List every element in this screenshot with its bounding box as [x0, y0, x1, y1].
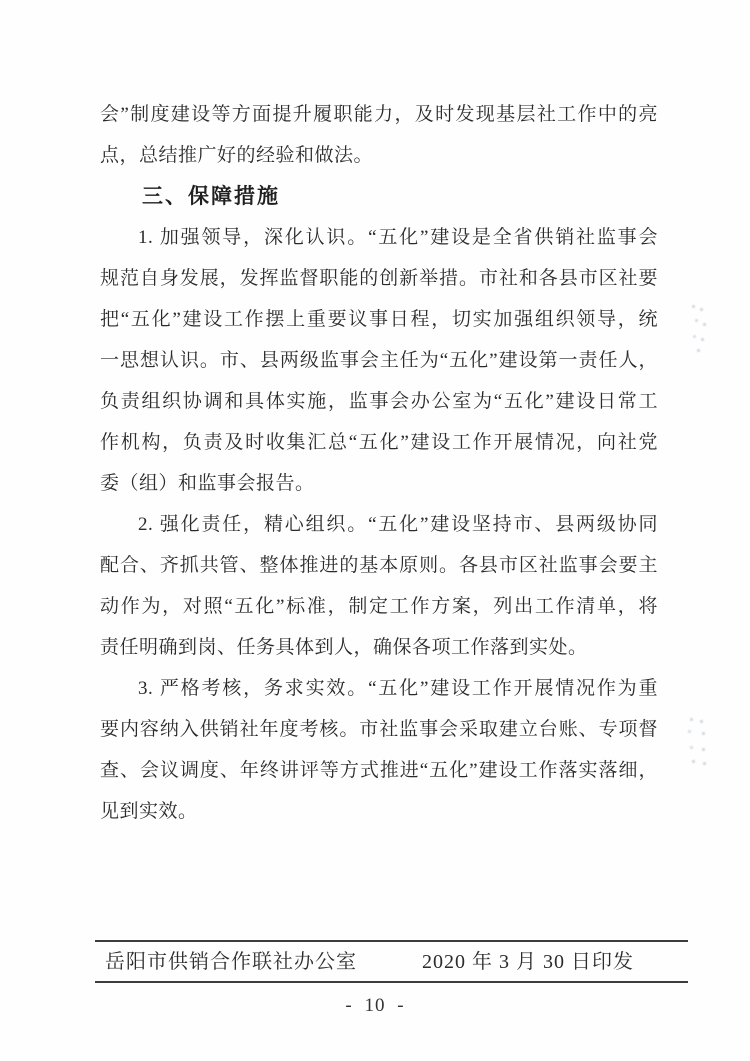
- paragraph-line: 把“五化”建设工作摆上重要议事日程，切实加强组织领导，统: [100, 309, 658, 330]
- paragraph-line: 规范自身发展，发挥监督职能的创新举措。市社和各县市区社要: [100, 268, 658, 289]
- paragraph-line: 作机构，负责及时收集汇总“五化”建设工作开展情况，向社党: [100, 432, 658, 453]
- footer-rule-bottom: [95, 981, 688, 983]
- paragraph-line: 2. 强化责任，精心组织。“五化”建设坚持市、县两级协同: [138, 514, 658, 535]
- paragraph-line: 要内容纳入供销社年度考核。市社监事会采取建立台账、专项督: [100, 719, 658, 740]
- paragraph-line: 见到实效。: [100, 801, 198, 822]
- paragraph-line: 一思想认识。市、县两级监事会主任为“五化”建设第一责任人，: [100, 350, 658, 371]
- paragraph-line: 点，总结推广好的经验和做法。: [100, 145, 374, 166]
- section-heading: 三、保障措施: [142, 185, 280, 208]
- scan-artifact: [690, 718, 693, 721]
- paragraph-line: 负责组织协调和具体实施，监事会办公室为“五化”建设日常工: [100, 391, 658, 412]
- paragraph-line: 配合、齐抓共管、整体推进的基本原则。各县市区社监事会要主: [100, 555, 658, 576]
- paragraph-line: 动作为，对照“五化”标准，制定工作方案，列出工作清单，将: [100, 596, 658, 617]
- paragraph-line: 责任明确到岗、任务具体到人，确保各项工作落到实处。: [100, 637, 588, 658]
- document-body: [100, 94, 658, 832]
- page-number: - 10 -: [345, 995, 405, 1016]
- paragraph-line: 委（组）和监事会报告。: [100, 473, 315, 494]
- paragraph-line: 1. 加强领导，深化认识。“五化”建设是全省供销社监事会: [138, 227, 658, 248]
- scan-artifact: [692, 305, 695, 308]
- paragraph-line: 会”制度建设等方面提升履职能力，及时发现基层社工作中的亮: [100, 104, 658, 125]
- paragraph-line: 3. 严格考核，务求实效。“五化”建设工作开展情况作为重: [138, 678, 658, 699]
- document-footer: [95, 948, 688, 976]
- print-date: 2020 年 3 月 30 日印发: [422, 951, 634, 973]
- footer-rule-top: [95, 940, 688, 942]
- paragraph-line: 查、会议调度、年终讲评等方式推进“五化”建设工作落实落细，: [100, 760, 658, 781]
- issuer-name: 岳阳市供销合作联社办公室: [105, 951, 357, 973]
